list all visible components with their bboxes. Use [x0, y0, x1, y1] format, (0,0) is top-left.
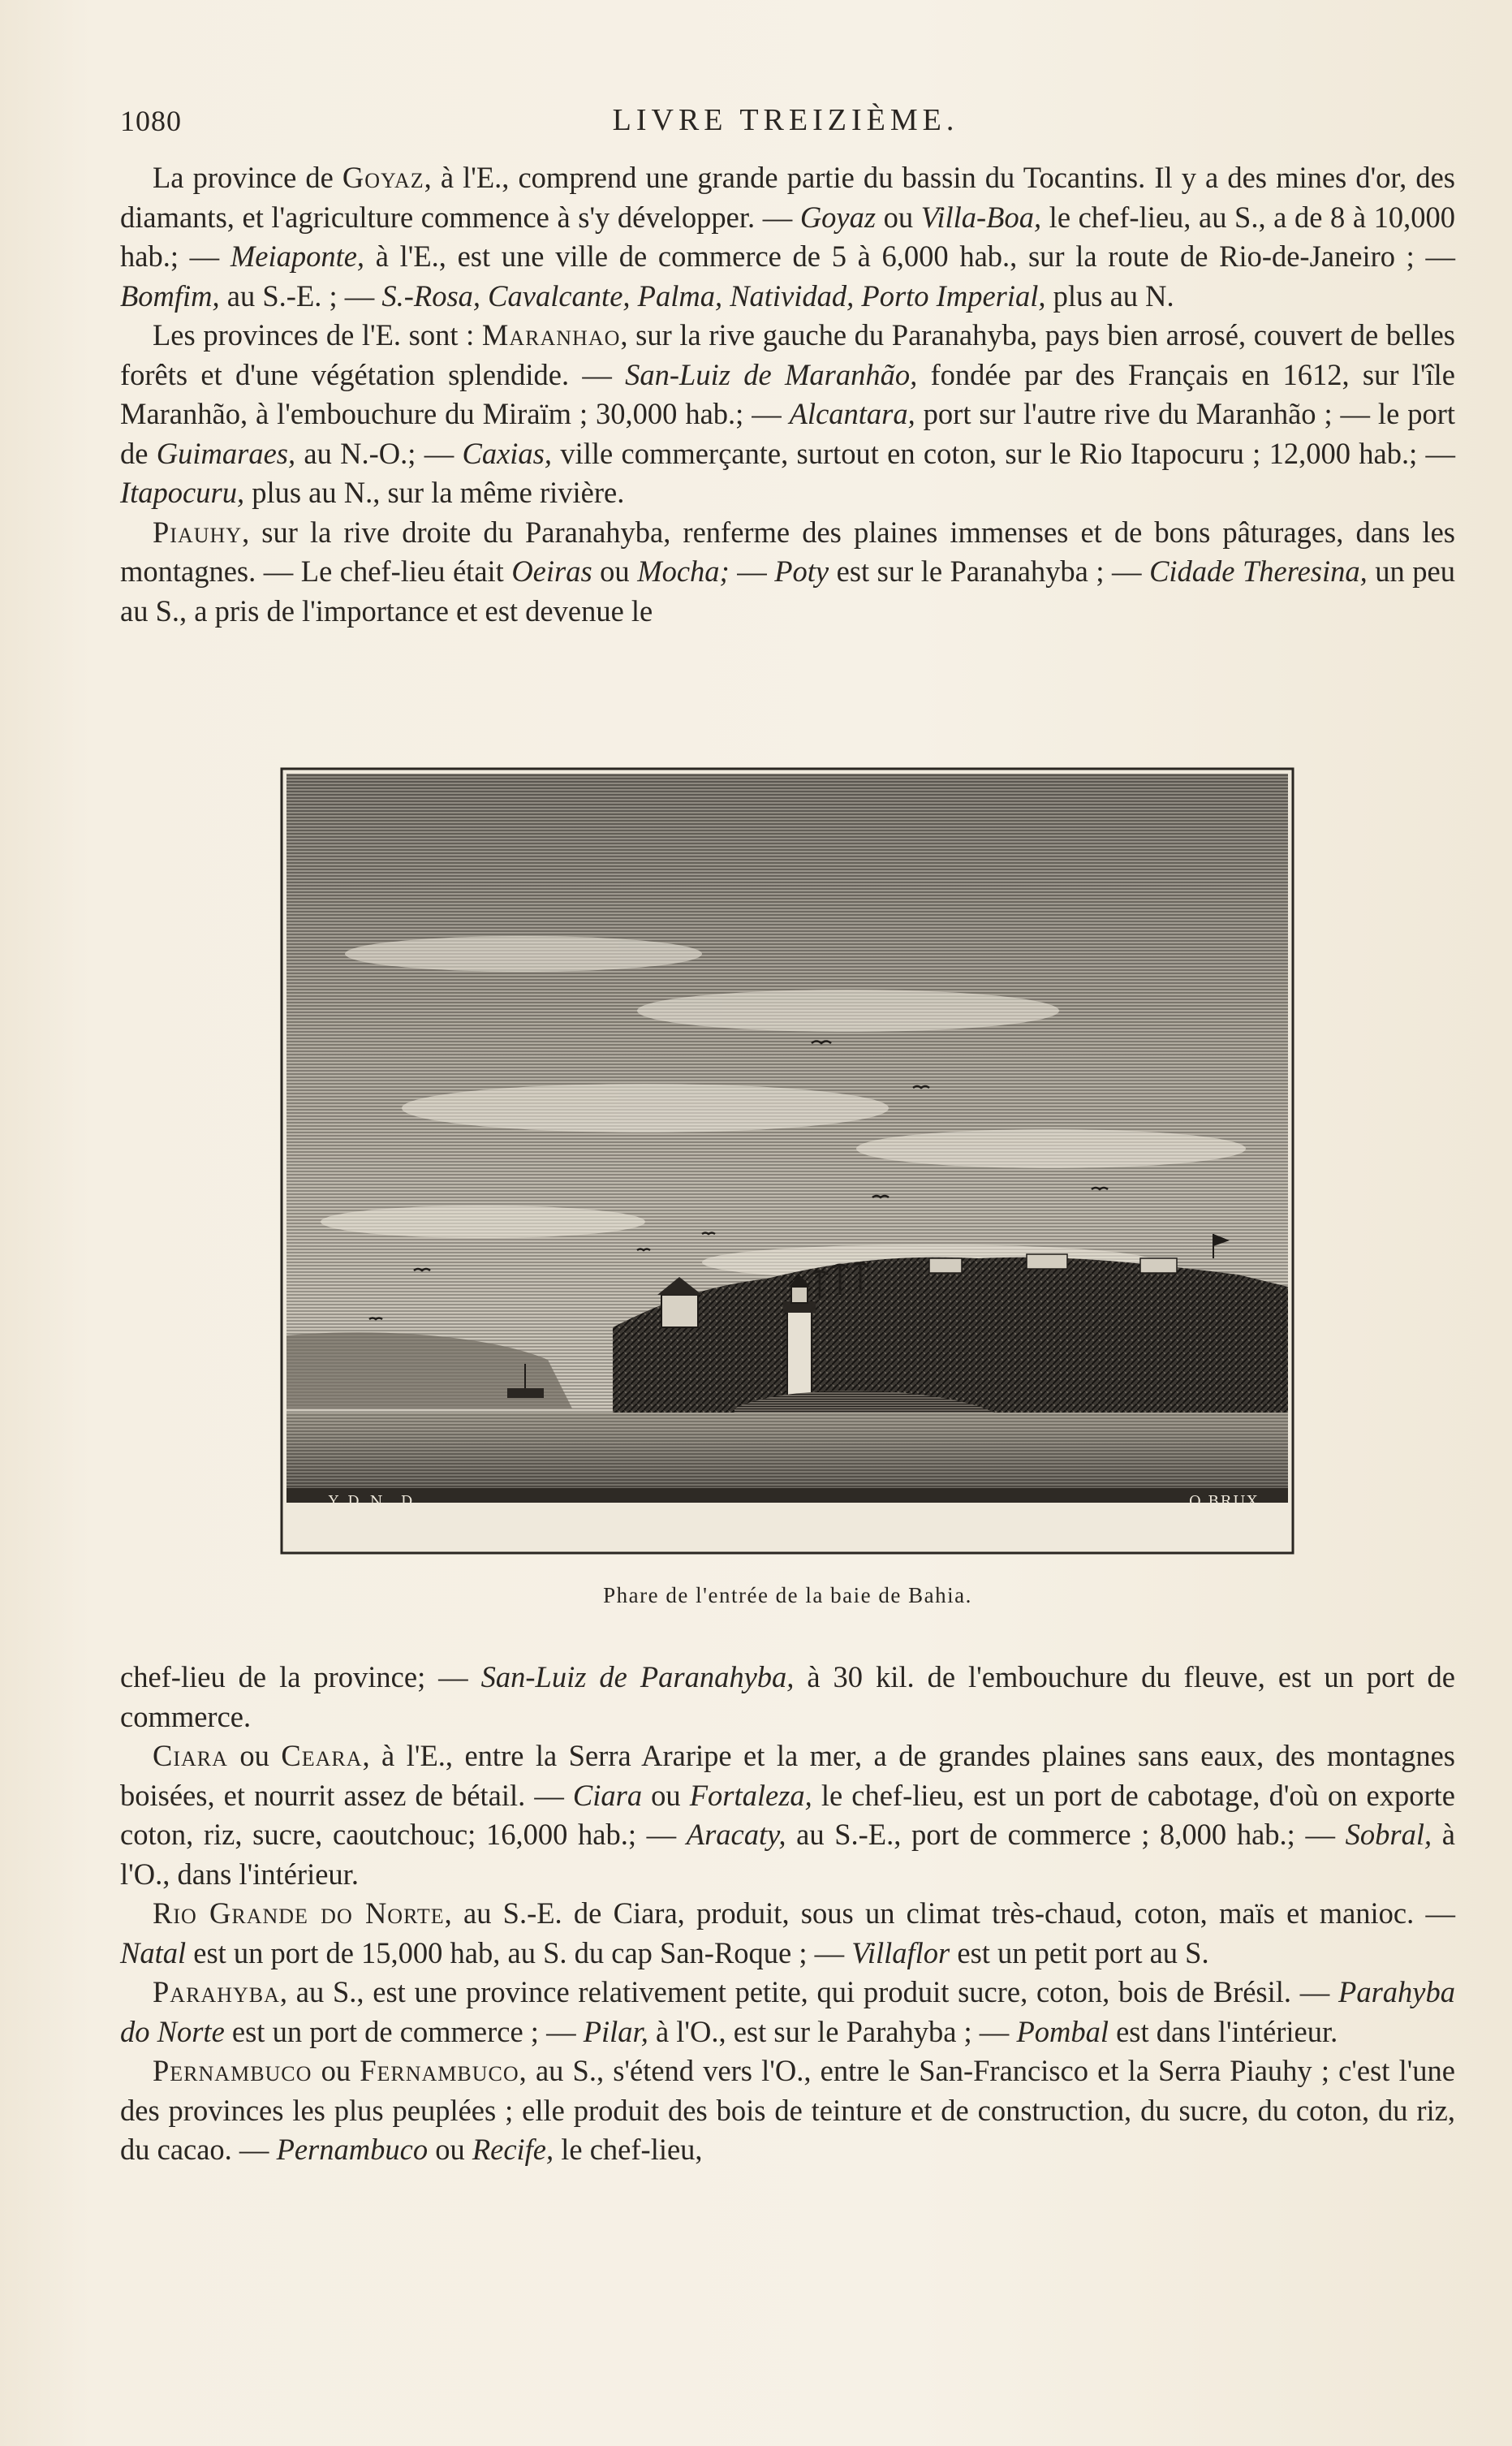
- text-run: chef-lieu de la province; —: [120, 1660, 481, 1693]
- text-run: , sur la rive droite du Paranahyba, renferme des plaines immenses et de bons pâturages, dans les montagnes. — Le chef-lieu était: [120, 515, 1455, 588]
- text-run: est un port de commerce ; —: [224, 2014, 584, 2048]
- figure-caption: Phare de l'entrée de la baie de Bahia.: [603, 1583, 972, 1607]
- text-run: à l'E., est une ville de commerce de 5 à 6,000 hab., sur la route de Rio-de-Janeiro ; —: [364, 239, 1456, 273]
- text-run: à 30 kil. de l'embouchure du fleuve, est un port de commerce.: [120, 1660, 1455, 1733]
- italic-place-name: Meiaponte,: [230, 239, 365, 273]
- engraver-signature: Y.D.N. D: [329, 1493, 416, 1510]
- italic-place-name: Ciara: [572, 1778, 643, 1812]
- text-run: , à l'E., entre la Serra Araripe et la mer, a de grandes plaines sans eaux, des montagnes boisées, et nourrit assez de bétail. —: [120, 1739, 1456, 1812]
- text-block-bottom: [120, 1658, 1455, 2170]
- italic-place-name: Fortaleza,: [689, 1778, 812, 1812]
- italic-place-name: Parahyba do Norte: [120, 1975, 1455, 2048]
- italic-place-name: Pernambuco: [276, 2133, 429, 2166]
- italic-place-name: Sobral,: [1345, 1818, 1432, 1851]
- text-run: ou: [428, 2133, 472, 2166]
- text-run: au S.-E., port de commerce ; 8,000 hab.; —: [786, 1818, 1346, 1851]
- text-run: , au S., s'étend vers l'O., entre le San-Francisco et la Serra Piauhy ; c'est l'une des provinces les plus peuplées ; elle produit des bois de teinture et de construction, du sucre, du coton, du riz, du cacao. —: [120, 2054, 1455, 2166]
- text-run: est un port de 15,000 hab, au S. du cap San-Roque ; —: [186, 1935, 852, 1969]
- paragraph: [120, 1658, 1455, 1736]
- italic-place-name: Natal: [120, 1935, 187, 1969]
- text-run: à l'O., est sur le Parahyba ; —: [648, 2014, 1017, 2048]
- text-block-top: [120, 158, 1455, 631]
- text-run: le chef-lieu, au S., a de 8 à 10,000 hab.; —: [120, 200, 1455, 273]
- italic-place-name: S.-Rosa, Cavalcante, Palma, Natividad, Porto Imperial,: [381, 278, 1046, 313]
- text-run: ou: [312, 2054, 360, 2087]
- text-run: ou: [642, 1778, 690, 1812]
- italic-place-name: Caxias,: [462, 436, 553, 470]
- text-run: ou: [592, 554, 638, 588]
- text-run: un peu au S., a pris de l'importance et est devenue le: [120, 554, 1455, 628]
- italic-place-name: Recife,: [472, 2133, 554, 2166]
- province-name: Maranhao: [481, 318, 621, 352]
- text-run: plus au N.: [1045, 278, 1174, 313]
- text-run: ou: [227, 1739, 282, 1772]
- text-run: , à l'E., comprend une grande partie du bassin du Tocantins. Il y a des mines d'or, des diamants, et l'agriculture commence à s'y développer. —: [120, 161, 1455, 234]
- text-run: fondée par des Français en 1612, sur l'île Maranhão, à l'embouchure du Miraïm ; 30,000 hab.; —: [120, 357, 1455, 430]
- italic-place-name: Villaflor: [851, 1935, 950, 1969]
- italic-place-name: Aracaty,: [686, 1818, 786, 1851]
- text-run: , au S.-E. de Ciara, produit, sous un climat très-chaud, coton, maïs et manioc. —: [444, 1896, 1455, 1930]
- italic-place-name: Itapocuru,: [120, 476, 245, 509]
- italic-place-name: Guimaraes,: [156, 436, 296, 470]
- italic-place-name: Cidade Theresina,: [1149, 554, 1368, 588]
- artist-signature: O.BRUX: [1189, 1493, 1260, 1510]
- text-run: , sur la rive gauche du Paranahyba, pays bien arrosé, couvert de belles forêts et d'une végétation splendide. —: [120, 318, 1455, 391]
- paragraph: [120, 2051, 1455, 2170]
- text-run: au S.-E. ; —: [219, 278, 382, 313]
- province-name: Piauhy: [153, 515, 243, 549]
- province-name: Rio Grande do Norte: [153, 1896, 445, 1930]
- text-run: , au S., est une province relativement petite, qui produit sucre, coton, bois de Brésil. —: [279, 1975, 1339, 2008]
- text-run: ville commerçante, surtout en coton, sur le Rio Itapocuru ; 12,000 hab.; —: [552, 436, 1456, 470]
- lighthouse-engraving-image: [280, 767, 1294, 1555]
- running-title: LIVRE TREIZIÈME.: [612, 103, 959, 137]
- province-name: Ciara: [153, 1739, 228, 1772]
- paragraph: [120, 316, 1455, 513]
- italic-place-name: Mocha;: [637, 554, 730, 588]
- page-number: 1080: [120, 105, 182, 137]
- province-name: Ceara: [281, 1739, 363, 1772]
- italic-place-name: Alcantara,: [789, 397, 915, 430]
- province-name: Fernambuco: [360, 2054, 519, 2087]
- italic-place-name: San-Luiz de Paranahyba,: [480, 1660, 795, 1693]
- paragraph: [120, 1894, 1455, 1973]
- page-header: [120, 96, 1451, 145]
- italic-place-name: Bomfim,: [120, 278, 220, 313]
- text-run: Les provinces de l'E. sont :: [153, 318, 482, 352]
- paragraph: [120, 1736, 1455, 1894]
- text-run: à l'O., dans l'intérieur.: [120, 1818, 1455, 1891]
- text-run: —: [729, 554, 775, 588]
- text-run: le chef-lieu,: [554, 2133, 703, 2166]
- paragraph: [120, 1973, 1455, 2051]
- italic-place-name: Pilar,: [583, 2014, 648, 2048]
- paragraph: [120, 513, 1455, 632]
- text-run: est un petit port au S.: [950, 1935, 1209, 1969]
- province-name: Parahyba: [153, 1975, 280, 2008]
- province-name: Pernambuco: [153, 2054, 312, 2087]
- italic-place-name: Goyaz: [799, 200, 877, 234]
- italic-place-name: Pombal: [1016, 2014, 1109, 2048]
- text-run: La province de: [153, 161, 342, 194]
- italic-place-name: Poty: [774, 554, 829, 588]
- text-run: est dans l'intérieur.: [1108, 2014, 1338, 2048]
- italic-place-name: Villa-Boa,: [920, 200, 1042, 234]
- text-run: au N.-O.; —: [295, 436, 463, 470]
- text-run: ou: [876, 200, 921, 234]
- text-run: est sur le Paranahyba ; —: [829, 554, 1150, 588]
- text-run: plus au N., sur la même rivière.: [244, 476, 625, 509]
- paragraph: [120, 158, 1455, 316]
- province-name: Goyaz: [342, 161, 424, 194]
- italic-place-name: San-Luiz de Maranhão,: [625, 357, 918, 391]
- engraving-illustration: [280, 767, 1294, 1555]
- italic-place-name: Oeiras: [511, 554, 592, 588]
- text-run: port sur l'autre rive du Maranhão ; — le port de: [120, 397, 1455, 470]
- text-run: le chef-lieu, est un port de cabotage, d'où on exporte coton, riz, sucre, caoutchouc; 16,000 hab.; —: [120, 1778, 1456, 1851]
